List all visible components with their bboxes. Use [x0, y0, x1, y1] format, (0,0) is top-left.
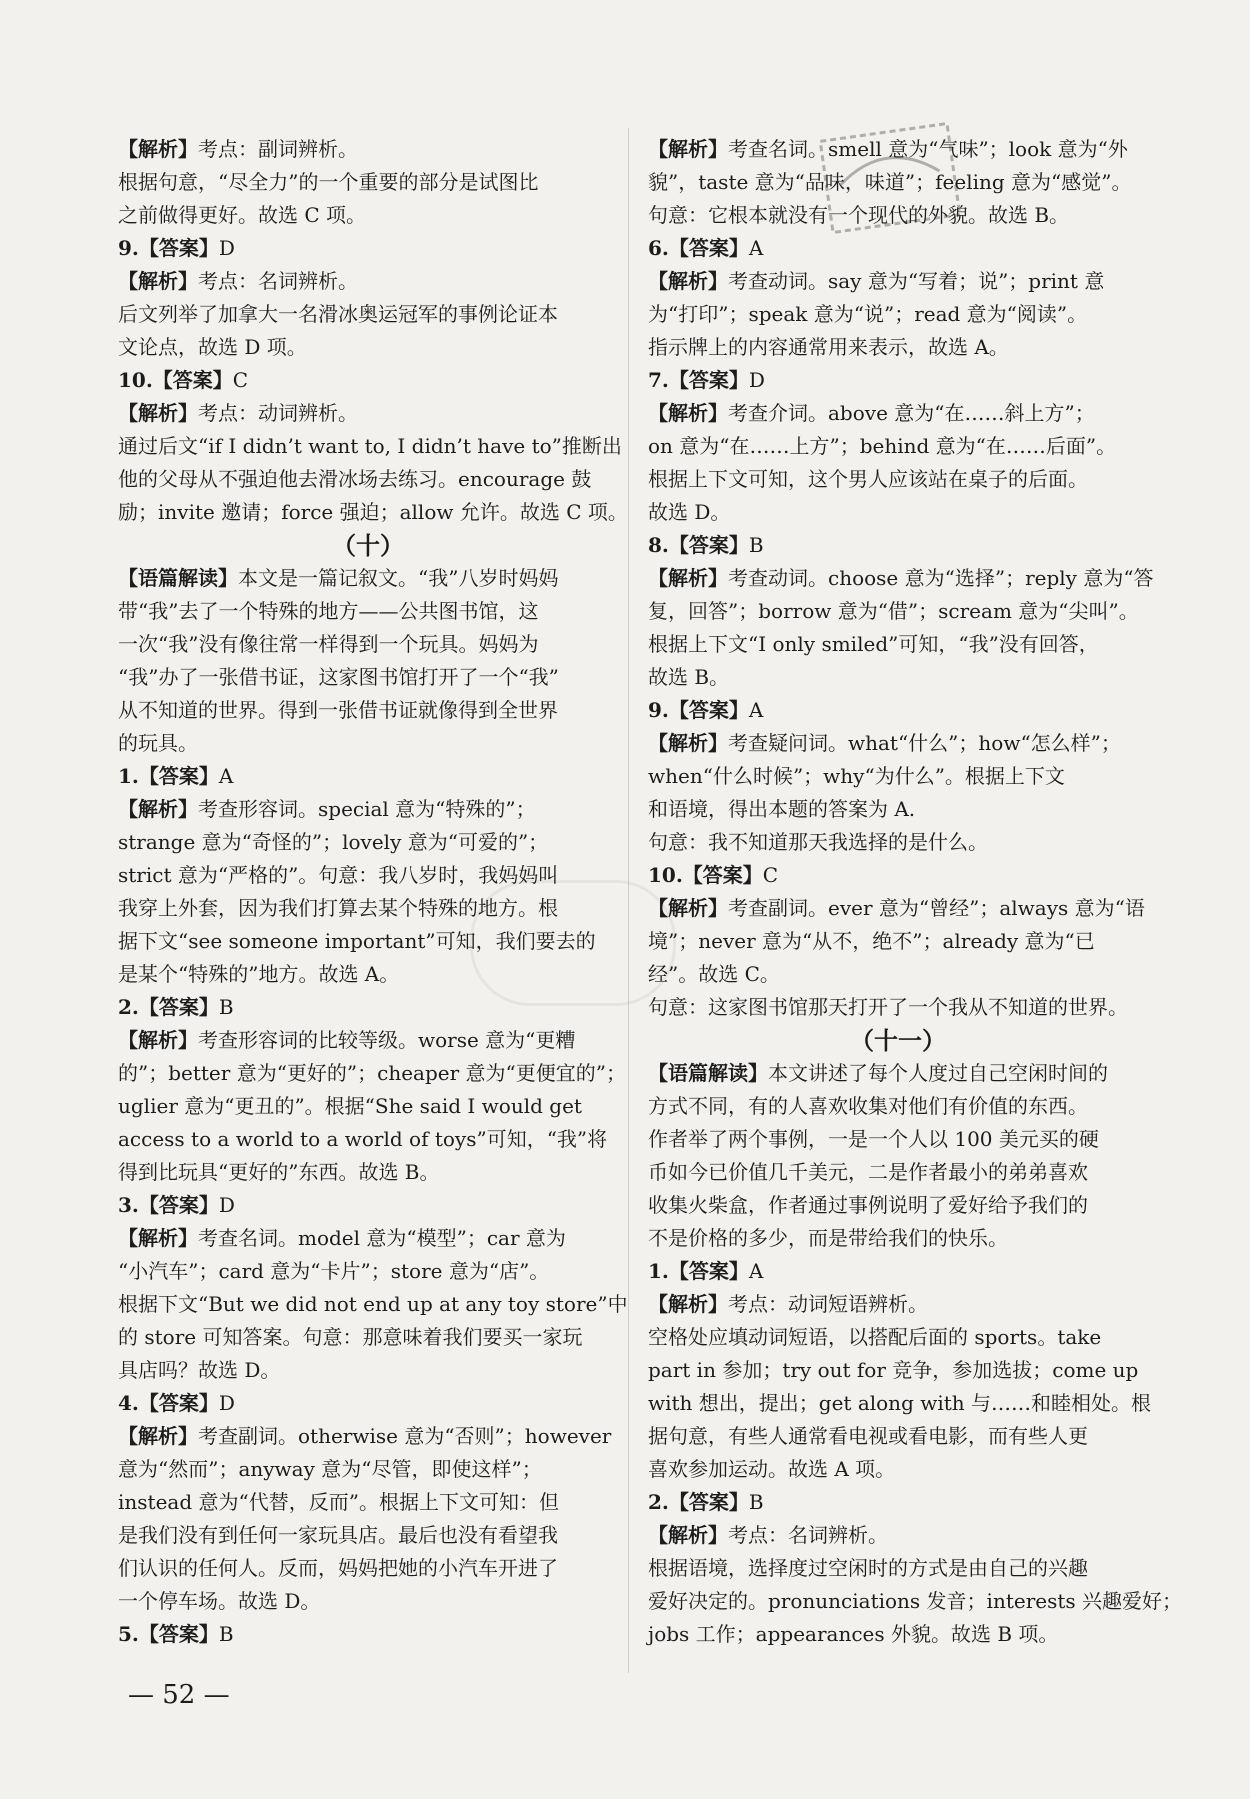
text-line — [118, 760, 618, 793]
line-text: 不是价格的多少，而是带给我们的快乐。 — [648, 1226, 1008, 1250]
text-line — [118, 1189, 618, 1222]
line-text: 具店吗？故选 D。 — [118, 1358, 281, 1382]
text-line — [648, 529, 1148, 562]
line-text: 文论点，故选 D 项。 — [118, 335, 307, 359]
line-text: 币如今已价值几千美元，二是作者最小的弟弟喜欢 — [648, 1160, 1088, 1184]
line-text: 故选 D。 — [648, 500, 731, 524]
line-text: 是我们没有到任何一家玩具店。最后也没有看望我 — [118, 1523, 558, 1547]
line-text: 带“我”去了一个特殊的地方——公共图书馆，这 — [118, 599, 539, 623]
text-line — [648, 1090, 1148, 1123]
line-text: 们认识的任何人。反而，妈妈把她的小汽车开进了 — [118, 1556, 558, 1580]
line-text: 本文是一篇记叙文。“我”八岁时妈妈 — [238, 566, 559, 590]
text-line — [118, 430, 622, 463]
text-line — [648, 397, 1148, 430]
text-line — [648, 1255, 1148, 1288]
line-text: jobs 工作；appearances 外貌。故选 B 项。 — [648, 1622, 1059, 1646]
answer-tag: 【解析】 — [118, 269, 198, 293]
line-text: D — [218, 236, 235, 260]
answer-tag: 1.【答案】 — [118, 764, 219, 788]
answer-tag: 【解析】 — [648, 566, 728, 590]
answer-tag: 【解析】 — [648, 137, 728, 161]
line-text: 方式不同，有的人喜欢收集对他们有价值的东西。 — [648, 1094, 1088, 1118]
text-line — [648, 1057, 1148, 1090]
text-line — [648, 1618, 1148, 1651]
line-text: A — [748, 1259, 764, 1283]
text-line — [648, 1189, 1148, 1222]
line-text: 根据上下文可知，这个男人应该站在桌子的后面。 — [648, 467, 1088, 491]
line-text: 考查形容词。special 意为“特殊的”； — [198, 797, 536, 821]
text-line — [648, 1552, 1148, 1585]
answer-tag: 【解析】 — [648, 896, 728, 920]
text-line — [118, 199, 618, 232]
text-line — [118, 1321, 618, 1354]
answer-tag: 【解析】 — [118, 1424, 198, 1448]
text-line — [118, 496, 628, 529]
answer-tag: 3.【答案】 — [118, 1193, 219, 1217]
text-line — [118, 727, 618, 760]
text-line — [648, 892, 1148, 925]
line-text: 考查副词。ever 意为“曾经”；always 意为“语 — [728, 896, 1145, 920]
answer-tag: 9.【答案】 — [648, 698, 749, 722]
text-line — [648, 1420, 1148, 1453]
line-text: 从不知道的世界。得到一张借书证就像得到全世界 — [118, 698, 558, 722]
text-line — [118, 1420, 618, 1453]
line-text: 考点：副词辨析。 — [198, 137, 358, 161]
answer-tag: 【解析】 — [648, 1523, 728, 1547]
text-line — [118, 1156, 618, 1189]
line-text: 考点：动词短语辨析。 — [728, 1292, 928, 1316]
text-line — [648, 1288, 1148, 1321]
line-text: 句意：它根本就没有一个现代的外貌。故选 B。 — [648, 203, 1070, 227]
line-text: strange 意为“奇怪的”；lovely 意为“可爱的”； — [118, 830, 549, 854]
line-text: （十一） — [850, 1026, 946, 1055]
line-text: A — [218, 764, 234, 788]
text-line — [118, 826, 618, 859]
text-line — [118, 562, 618, 595]
answer-tag: 5.【答案】 — [118, 1622, 219, 1646]
line-text: 考点：名词辨析。 — [728, 1523, 888, 1547]
text-line — [118, 1618, 618, 1651]
line-text: 据下文“see someone important”可知，我们要去的 — [118, 929, 596, 953]
line-text: 貌”，taste 意为“品味，味道”；feeling 意为“感觉”。 — [648, 170, 1132, 194]
text-line — [118, 1057, 626, 1090]
answer-tag: 10.【答案】 — [648, 863, 763, 887]
text-line — [118, 661, 618, 694]
line-text: 故选 B。 — [648, 665, 730, 689]
answer-tag: 4.【答案】 — [118, 1391, 219, 1415]
text-line — [648, 991, 1148, 1024]
text-line — [118, 1585, 618, 1618]
line-text: 考查名词。model 意为“模型”；car 意为 — [198, 1226, 566, 1250]
line-text: 根据下文“But we did not end up at any toy store”中 — [118, 1292, 628, 1316]
text-line — [648, 958, 1148, 991]
line-text: 考点：动词辨析。 — [198, 401, 358, 425]
line-text: 句意：这家图书馆那天打开了一个我从不知道的世界。 — [648, 995, 1128, 1019]
text-line — [648, 1222, 1148, 1255]
line-text: “我”办了一张借书证，这家图书馆打开了一个“我” — [118, 665, 559, 689]
line-text: 本文讲述了每个人度过自己空闲时间的 — [768, 1061, 1108, 1085]
line-text: 空格处应填动词短语，以搭配后面的 sports。take — [648, 1325, 1102, 1349]
answer-tag: 1.【答案】 — [648, 1259, 749, 1283]
text-line — [118, 463, 618, 496]
line-text: 据句意，有些人通常看电视或看电影，而有些人更 — [648, 1424, 1088, 1448]
line-text: 经”。故选 C。 — [648, 962, 780, 986]
answer-tag: 9.【答案】 — [118, 236, 219, 260]
text-line — [118, 331, 618, 364]
line-text: 的”；better 意为“更好的”；cheaper 意为“更便宜的”； — [118, 1061, 626, 1085]
line-text: 根据句意，“尽全力”的一个重要的部分是试图比 — [118, 170, 539, 194]
line-text: on 意为“在……上方”；behind 意为“在……后面”。 — [648, 434, 1117, 458]
line-text: C — [762, 863, 779, 887]
line-text: 我穿上外套，因为我们打算去某个特殊的地方。根 — [118, 896, 558, 920]
answer-tag: 【解析】 — [118, 137, 198, 161]
line-text: part in 参加；try out for 竞争，参加选拔；come up — [648, 1358, 1139, 1382]
answer-tag: 10.【答案】 — [118, 368, 233, 392]
line-text: 根据上下文“I only smiled”可知，“我”没有回答， — [648, 632, 1099, 656]
text-line — [648, 562, 1154, 595]
line-text: 境”；never 意为“从不，绝不”；already 意为“已 — [648, 929, 1095, 953]
answer-tag: 【语篇解读】 — [648, 1061, 768, 1085]
text-line — [118, 298, 618, 331]
line-text: 是某个“特殊的”地方。故选 A。 — [118, 962, 400, 986]
line-text: “小汽车”；card 意为“卡片”；store 意为“店”。 — [118, 1259, 550, 1283]
line-text: A — [748, 236, 764, 260]
text-line — [648, 463, 1148, 496]
text-line — [648, 826, 1148, 859]
line-text: 一次“我”没有像往常一样得到一个玩具。妈妈为 — [118, 632, 539, 656]
text-line — [118, 232, 618, 265]
line-text: 收集火柴盒，作者通过事例说明了爱好给予我们的 — [648, 1193, 1088, 1217]
answer-tag: 【解析】 — [118, 797, 198, 821]
text-line — [118, 1024, 618, 1057]
text-line — [648, 1321, 1148, 1354]
line-text: （十） — [332, 531, 404, 560]
text-line — [648, 661, 1148, 694]
line-text: 通过后文“if I didn’t want to, I didn’t have to”推断出 — [118, 434, 622, 458]
answer-tag: 【语篇解读】 — [118, 566, 238, 590]
line-text: 一个停车场。故选 D。 — [118, 1589, 321, 1613]
line-text: 后文列举了加拿大一名滑冰奥运冠军的事例论证本 — [118, 302, 558, 326]
text-line — [118, 133, 618, 166]
text-line — [648, 364, 1148, 397]
text-line — [648, 430, 1148, 463]
watermark-seal — [470, 880, 676, 1006]
text-line — [118, 364, 618, 397]
line-text: 考查介词。above 意为“在……斜上方”； — [728, 401, 1095, 425]
text-line — [118, 1255, 618, 1288]
text-line — [648, 925, 1148, 958]
text-line — [118, 628, 618, 661]
line-text: 根据语境，选择度过空闲时的方式是由自己的兴趣 — [648, 1556, 1088, 1580]
text-line — [648, 1585, 1183, 1618]
text-line — [118, 397, 618, 430]
text-line — [648, 595, 1148, 628]
line-text: 句意：我不知道那天我选择的是什么。 — [648, 830, 988, 854]
line-text: 得到比玩具“更好的”东西。故选 B。 — [118, 1160, 440, 1184]
line-text: 考点：名词辨析。 — [198, 269, 358, 293]
line-text: A — [748, 698, 764, 722]
text-line — [648, 298, 1148, 331]
line-text: 复，回答”；borrow 意为“借”；scream 意为“尖叫”。 — [648, 599, 1139, 623]
text-line — [648, 1387, 1152, 1420]
text-line — [118, 1453, 618, 1486]
text-line — [648, 859, 1148, 892]
line-text: strict 意为“严格的”。句意：我八岁时，我妈妈叫 — [118, 863, 559, 887]
text-line — [118, 166, 618, 199]
answer-tag: 【解析】 — [118, 1226, 198, 1250]
text-line — [118, 1486, 618, 1519]
text-line — [118, 1354, 618, 1387]
text-line — [648, 1156, 1148, 1189]
line-text: 之前做得更好。故选 C 项。 — [118, 203, 367, 227]
text-line — [118, 1387, 618, 1420]
line-text: uglier 意为“更丑的”。根据“She said I would get — [118, 1094, 582, 1118]
text-line — [118, 265, 618, 298]
text-line — [118, 1552, 618, 1585]
answer-tag: 【解析】 — [648, 1292, 728, 1316]
line-text: 作者举了两个事例，一是一个人以 100 美元买的硬 — [648, 1127, 1099, 1151]
text-line — [118, 1288, 628, 1321]
answer-tag: 【解析】 — [648, 401, 728, 425]
line-text: B — [218, 1622, 234, 1646]
line-text: C — [232, 368, 249, 392]
line-text: 爱好决定的。pronunciations 发音；interests 兴趣爱好； — [648, 1589, 1183, 1613]
text-line — [648, 760, 1148, 793]
answer-tag: 8.【答案】 — [648, 533, 749, 557]
line-text: when“什么时候”；why“为什么”。根据上下文 — [648, 764, 1065, 788]
text-line — [648, 793, 1148, 826]
answer-tag: 【解析】 — [648, 269, 728, 293]
text-line — [648, 1519, 1148, 1552]
text-line — [648, 1024, 1148, 1057]
line-text: 考查形容词的比较等级。worse 意为“更糟 — [198, 1028, 576, 1052]
text-line — [118, 529, 618, 562]
stamp-logo — [812, 109, 967, 247]
line-text: D — [748, 368, 765, 392]
text-line — [648, 628, 1148, 661]
answer-tag: 2.【答案】 — [118, 995, 219, 1019]
text-line — [648, 1453, 1148, 1486]
line-text: 喜欢参加运动。故选 A 项。 — [648, 1457, 896, 1481]
text-line — [118, 1123, 618, 1156]
text-line — [648, 331, 1148, 364]
text-line — [648, 1486, 1148, 1519]
line-text: 考查名词。smell 意为“气味”；look 意为“外 — [728, 137, 1128, 161]
line-text: B — [218, 995, 234, 1019]
text-line — [118, 1519, 618, 1552]
line-text: D — [218, 1193, 235, 1217]
text-line — [648, 1354, 1148, 1387]
line-text: 的 store 可知答案。句意：那意味着我们要买一家玩 — [118, 1325, 583, 1349]
page-number: — 52 — — [128, 1680, 230, 1710]
line-text: B — [748, 1490, 764, 1514]
line-text: 和语境，得出本题的答案为 A. — [648, 797, 916, 821]
line-text: access to a world to a world of toys”可知，“我”将 — [118, 1127, 608, 1151]
line-text: 励；invite 邀请；force 强迫；allow 允许。故选 C 项。 — [118, 500, 628, 524]
line-text: 意为“然而”；anyway 意为“尽管，即使这样”； — [118, 1457, 542, 1481]
line-text: 考查疑问词。what“什么”；how“怎么样”； — [728, 731, 1121, 755]
text-line — [118, 694, 618, 727]
answer-tag: 2.【答案】 — [648, 1490, 749, 1514]
right-column — [648, 133, 1183, 1651]
answer-tag: 【解析】 — [648, 731, 728, 755]
text-line — [118, 1222, 618, 1255]
answer-tag: 7.【答案】 — [648, 368, 749, 392]
answer-tag: 【解析】 — [118, 1028, 198, 1052]
text-line — [648, 694, 1148, 727]
answer-tag: 【解析】 — [118, 401, 198, 425]
line-text: 为“打印”；speak 意为“说”；read 意为“阅读”。 — [648, 302, 1088, 326]
line-text: 考查动词。choose 意为“选择”；reply 意为“答 — [728, 566, 1154, 590]
text-line — [648, 727, 1148, 760]
line-text: 的玩具。 — [118, 731, 198, 755]
text-line — [118, 1090, 618, 1123]
text-line — [648, 265, 1148, 298]
text-line — [648, 496, 1148, 529]
text-line — [648, 1123, 1148, 1156]
line-text: instead 意为“代替，反而”。根据上下文可知：但 — [118, 1490, 559, 1514]
line-text: D — [218, 1391, 235, 1415]
line-text: B — [748, 533, 764, 557]
answer-tag: 6.【答案】 — [648, 236, 749, 260]
line-text: 考查副词。otherwise 意为“否则”；however — [198, 1424, 612, 1448]
text-line — [118, 793, 618, 826]
line-text: 他的父母从不强迫他去滑冰场去练习。encourage 鼓 — [118, 467, 592, 491]
line-text: 指示牌上的内容通常用来表示，故选 A。 — [648, 335, 1009, 359]
line-text: with 想出，提出；get along with 与……和睦相处。根 — [648, 1391, 1152, 1415]
line-text: 考查动词。say 意为“写着；说”；print 意 — [728, 269, 1105, 293]
text-line — [118, 595, 618, 628]
